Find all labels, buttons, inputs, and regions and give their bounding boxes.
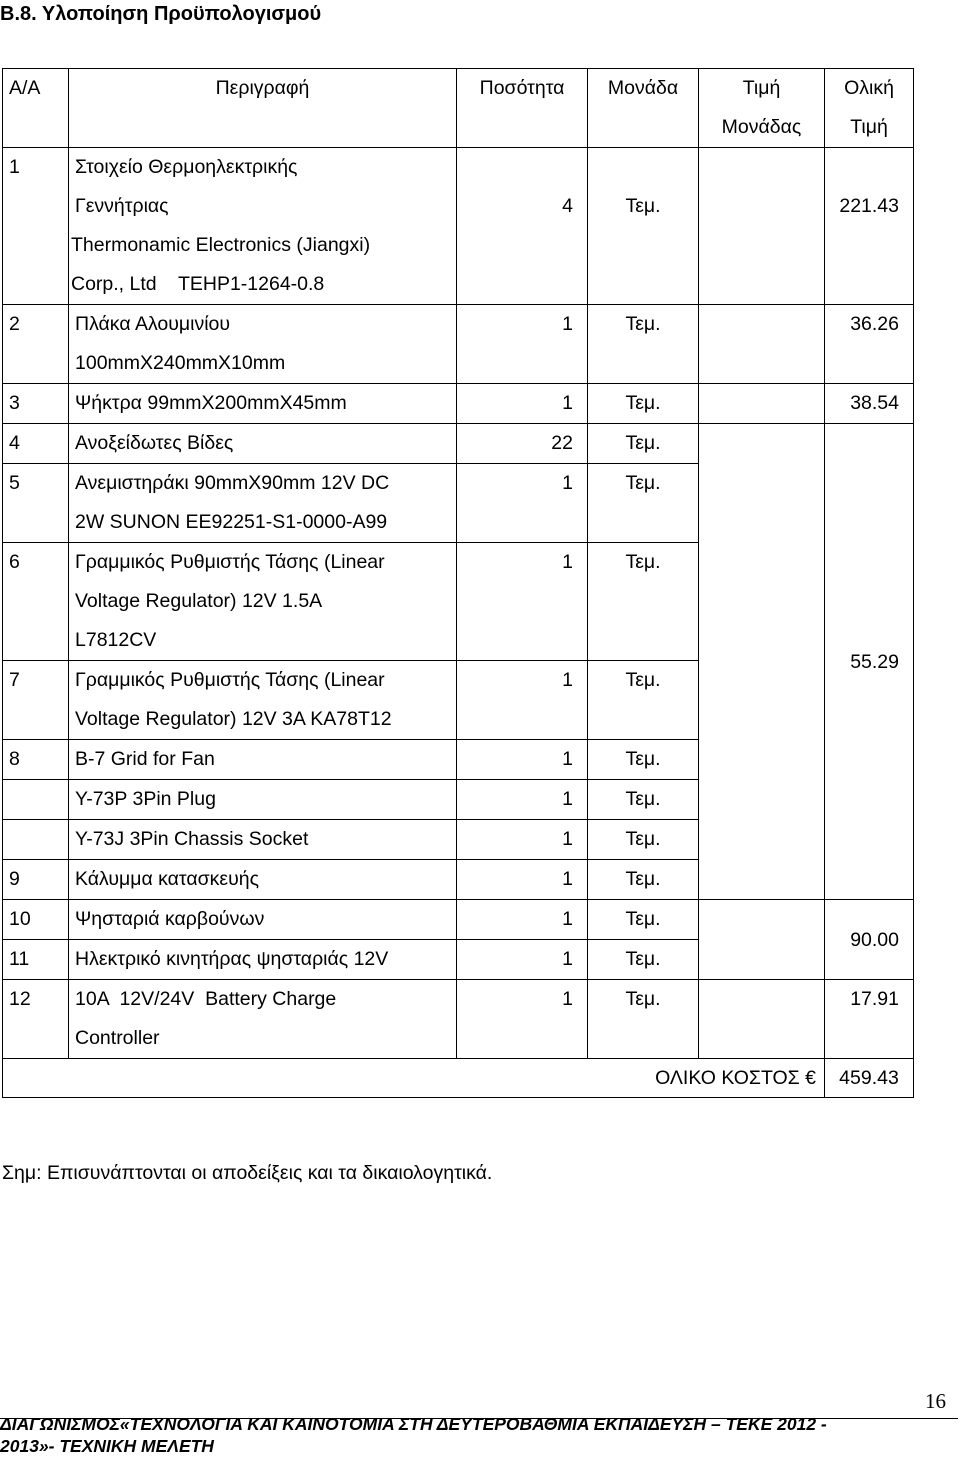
row-quantity: 1 [457, 900, 588, 940]
row-unit: Τεμ. [588, 424, 699, 464]
footer-line-1: ΔΙΑΓΩΝΙΣΜΟΣ«ΤΕΧΝΟΛΟΓΙΑ ΚΑΙ ΚΑΙΝΟΤΟΜΙΑ ΣΤΗ ΔΕΥΤΕΡΟΒΑΘΜΙΑ ΕΚΠΑΙΔΕΥΣΗ – ΤΕΚΕ 2012 - [0, 1414, 827, 1434]
total-value: 221.43 [839, 195, 899, 217]
row-number: 7 [3, 661, 69, 740]
row-unit: Τεμ. [588, 740, 699, 780]
row-description: Ψήκτρα 99mmX200mmX45mm [69, 384, 457, 424]
description-line: L7812CV [75, 629, 157, 651]
row-unit: Τεμ. [588, 940, 699, 980]
header-total-price [825, 69, 914, 148]
header-total-price-line1: Ολική [844, 77, 894, 99]
row-total [825, 148, 914, 305]
group-unit-price-cell [699, 900, 825, 980]
description-line: Voltage Regulator) 12V 1.5A [75, 590, 323, 612]
row-description: Ηλεκτρικό κινητήρας ψησταριάς 12V [69, 940, 457, 980]
row-description [69, 661, 457, 740]
row-unit: Τεμ. [588, 860, 699, 900]
description-line: Voltage Regulator) 12V 3A KA78T12 [75, 708, 392, 730]
row-number: 12 [3, 980, 69, 1059]
header-total-price-line2: Τιμή [850, 116, 888, 138]
header-description: Περιγραφή [69, 69, 457, 148]
header-unit: Μονάδα [588, 69, 699, 148]
row-number: 1 [3, 148, 69, 305]
group-total-55: 55.29 [825, 424, 914, 900]
group-unit-price-cell [699, 424, 825, 900]
row-total: 36.26 [825, 305, 914, 384]
row-quantity: 1 [457, 820, 588, 860]
row-quantity: 1 [457, 860, 588, 900]
row-number [3, 780, 69, 820]
row-description: Ψησταριά καρβούνων [69, 900, 457, 940]
row-unit: Τεμ. [588, 543, 699, 661]
section-heading: Β.8. Υλοποίηση Προϋπολογισμού [0, 3, 322, 25]
description-line: 100mmX240mmX10mm [75, 352, 286, 374]
row-number: 10 [3, 900, 69, 940]
row-quantity [457, 148, 588, 305]
row-unit-price [699, 148, 825, 305]
description-line: Πλάκα Αλουμινίου [75, 313, 231, 335]
row-number: 9 [3, 860, 69, 900]
description-line: Γραμμικός Ρυθμιστής Τάσης (Linear [75, 551, 385, 573]
table-row [3, 384, 914, 424]
row-description: Y-73J 3Pin Chassis Socket [69, 820, 457, 860]
row-number: 4 [3, 424, 69, 464]
row-number: 8 [3, 740, 69, 780]
row-unit: Τεμ. [588, 900, 699, 940]
row-unit: Τεμ. [588, 384, 699, 424]
row-description: Κάλυμμα κατασκευής [69, 860, 457, 900]
table-row [3, 148, 914, 305]
page-number: 16 [925, 1389, 946, 1413]
row-unit: Τεμ. [588, 820, 699, 860]
row-description [69, 543, 457, 661]
row-quantity: 1 [457, 740, 588, 780]
row-description: B-7 Grid for Fan [69, 740, 457, 780]
header-unit-price-line1: Τιμή [742, 77, 781, 99]
header-unit-price-line2: Μονάδας [721, 116, 802, 138]
description-line: Controller [75, 1027, 160, 1049]
row-quantity: 1 [457, 464, 588, 543]
header-aa: Α/Α [3, 69, 69, 148]
unit-value: Τεμ. [625, 195, 661, 217]
row-unit: Τεμ. [588, 780, 699, 820]
row-quantity: 1 [457, 980, 588, 1059]
row-description [69, 148, 457, 305]
page-footer [0, 1413, 960, 1457]
row-number: 6 [3, 543, 69, 661]
description-line: Γεννήτριας [75, 195, 169, 217]
row-number [3, 820, 69, 860]
row-description [69, 464, 457, 543]
grand-total-row [3, 1059, 914, 1098]
row-unit-price [699, 305, 825, 384]
header-unit-price [699, 69, 825, 148]
description-line: Thermonamic Electronics (Jiangxi) [71, 234, 371, 256]
row-total: 38.54 [825, 384, 914, 424]
row-unit: Τεμ. [588, 661, 699, 740]
row-unit-price [699, 384, 825, 424]
grand-total-label: ΟΛΙΚΟ ΚΟΣΤΟΣ € [3, 1059, 825, 1098]
header-quantity: Ποσότητα [457, 69, 588, 148]
row-quantity: 22 [457, 424, 588, 464]
row-quantity: 1 [457, 940, 588, 980]
row-quantity: 1 [457, 543, 588, 661]
row-number: 2 [3, 305, 69, 384]
table-header-row [3, 69, 914, 148]
row-number: 3 [3, 384, 69, 424]
description-line: Στοιχείο Θερμοηλεκτρικής [75, 156, 298, 178]
row-unit-price [699, 980, 825, 1059]
row-total: 17.91 [825, 980, 914, 1059]
row-unit: Τεμ. [588, 464, 699, 543]
row-number: 11 [3, 940, 69, 980]
table-row [3, 900, 914, 940]
grand-total-value: 459.43 [825, 1059, 914, 1098]
row-description: Y-73P 3Pin Plug [69, 780, 457, 820]
row-description [69, 305, 457, 384]
budget-table [2, 68, 914, 1098]
group-total-90: 90.00 [825, 900, 914, 980]
description-line: 10A 12V/24V Battery Charge [75, 988, 337, 1010]
row-description [69, 980, 457, 1059]
description-line: 2W SUNON EE92251-S1-0000-A99 [75, 511, 388, 533]
description-line: Γραμμικός Ρυθμιστής Τάσης (Linear [75, 669, 385, 691]
table-row [3, 980, 914, 1059]
row-unit [588, 148, 699, 305]
row-unit: Τεμ. [588, 305, 699, 384]
row-quantity: 1 [457, 305, 588, 384]
row-quantity: 1 [457, 661, 588, 740]
table-row [3, 424, 914, 464]
quantity-value: 4 [562, 195, 573, 217]
description-line: Corp., Ltd TEHP1-1264-0.8 [71, 273, 325, 295]
description-line: Ανεμιστηράκι 90mmX90mm 12V DC [75, 472, 390, 494]
row-description: Ανοξείδωτες Βίδες [69, 424, 457, 464]
row-quantity: 1 [457, 780, 588, 820]
row-unit: Τεμ. [588, 980, 699, 1059]
row-number: 5 [3, 464, 69, 543]
footer-line-2: 2013»- ΤΕΧΝΙΚΗ ΜΕΛΕΤΗ [0, 1436, 214, 1456]
attachments-note: Σημ: Επισυνάπτονται οι αποδείξεις και τα δικαιολογητικά. [2, 1162, 493, 1184]
table-row [3, 305, 914, 384]
row-quantity: 1 [457, 384, 588, 424]
